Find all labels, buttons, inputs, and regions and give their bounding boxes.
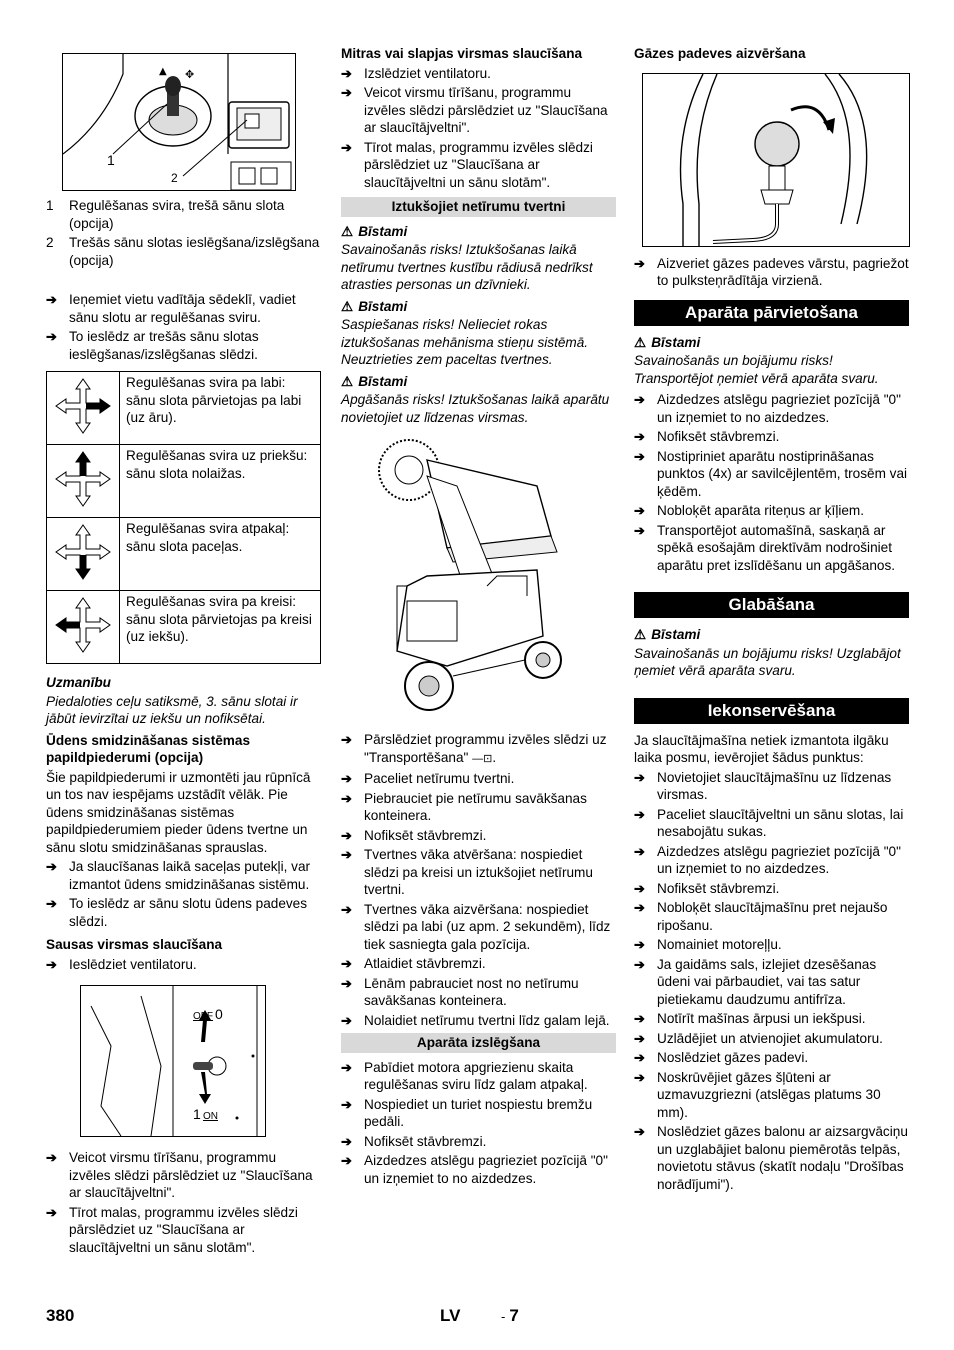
step-item: ➔ Pārslēdziet programmu izvēles slēdzi uz "Transportēšana" —⊡.	[341, 731, 616, 768]
section-storage: Glabāšana	[634, 592, 909, 618]
step-item: ➔ To ieslēdz ar sānu slotu ūdens padeves slēdzi.	[46, 895, 321, 930]
lever-direction-table	[46, 371, 321, 664]
table-cell: Regulēšanas svira uz priekšu: sānu slota nolaižas.	[120, 445, 321, 518]
switch-off-label: OFF	[193, 1011, 213, 1022]
step-item: ➔ Notīrīt mašīnas ārpusi un iekšpusi.	[634, 1010, 909, 1028]
preservation-intro: Ja slaucītājmašīna netiek izmantota ilgāku laika posmu, ievērojiet šādus punktus:	[634, 732, 889, 765]
notice-text: Piedaloties ceļu satiksmē, 3. sānu slotai ir jābūt ievirzītai uz iekšu un nofiksētai.	[46, 693, 298, 726]
warning-text: Saspiešanas risks! Nelieciet rokas iztukšošanas mehānisma stieņu sistēmā. Neuztrieties zem paceltas tvertnes.	[341, 317, 589, 367]
table-row	[47, 518, 321, 591]
step-item: ➔ Nomainiet motoreļļu.	[634, 936, 909, 954]
section-empty-bin: Iztukšojiet netīrumu tvertni	[341, 197, 616, 217]
step-item: ➔ Nofiksēt stāvbremzi.	[634, 880, 909, 898]
step-item: ➔ Transportējot automašīnā, saskaņā ar spēkā esošajām direktīvām nodrošiniet aparātu pret izslīdēšanu un apgāšanos.	[634, 522, 909, 575]
column-right	[634, 45, 909, 1195]
figure-legend	[46, 197, 321, 269]
sweeper-dumping-illustration	[367, 436, 567, 721]
step-item: ➔ Veicot virsmu tīrīšanu, programmu izvēles slēdzi pārslēdziet uz "Slaucīšana ar slaucītājveltni".	[341, 84, 616, 137]
warning-triangle-icon: ⚠	[341, 223, 354, 239]
legend-item: 2 Trešās sānu slotas ieslēgšana/izslēgšana (opcija)	[46, 235, 320, 268]
gas-title: Gāzes padeves aizvēršana	[634, 46, 806, 61]
notice-title: Uzmanību	[46, 675, 111, 690]
warning-text: Savainošanās un bojājumu risks! Uzglabājot ņemiet vērā aparāta svaru.	[634, 645, 901, 678]
step-item: ➔ Veicot virsmu tīrīšanu, programmu izvēles slēdzi pārslēdziet uz "Slaucīšana ar slaucītājveltni".	[46, 1149, 321, 1202]
step-item: ➔ Ieņemiet vietu vadītāja sēdeklī, vadiet sānu slotu ar regulēšanas sviru.	[46, 291, 321, 326]
warning-triangle-icon: ⚠	[634, 627, 647, 642]
legend-item: 1 Regulēšanas svira, trešā sānu slota (opcija)	[46, 198, 285, 231]
step-item: ➔ Nostipriniet aparātu nostiprināšanas punktos (4x) ar savilcējlentēm, trosēm vai ķēdēm.	[634, 448, 909, 501]
warning-title: ⚠ Bīstami	[341, 373, 408, 389]
step-item: ➔ Nofiksēt stāvbremzi.	[341, 827, 616, 845]
step-item: ➔ Aizdedzes atslēgu pagrieziet pozīcijā "0" un izņemiet to no aizdedzes.	[634, 391, 909, 426]
step-item: ➔ Noslēdziet gāzes padevi.	[634, 1049, 909, 1067]
step-item: ➔ Novietojiet slaucītājmašīnu uz līdzenas virsmas.	[634, 769, 909, 804]
step-item: ➔ Nobloķēt aparāta riteņus ar ķīļiem.	[634, 502, 909, 520]
step-item: ➔ Aizdedzes atslēgu pagrieziet pozīcijā "0" un izņemiet to no aizdedzes.	[634, 843, 909, 878]
column-left	[46, 45, 321, 1258]
callout-1: 1	[107, 152, 115, 168]
water-title: Ūdens smidzināšanas sistēmas papildpiederumi (opcija)	[46, 732, 250, 765]
warning-title: ⚠ Bīstami	[634, 334, 701, 350]
gas-valve-illustration	[643, 74, 909, 246]
table-cell: Regulēšanas svira pa kreisi: sānu slota pārvietojas pa kreisi (uz iekšu).	[120, 591, 321, 664]
step-item: ➔ Aizveriet gāzes padeves vārstu, pagriežot to pulksteņrādītāja virzienā.	[634, 255, 909, 290]
step-item: ➔ Noskrūvējiet gāzes šļūteni ar uzmavuzgriezni (atslēgas platums 30 mm).	[634, 1069, 909, 1122]
arrow-down-icon	[52, 521, 114, 583]
step-item: ➔ Paceliet netīrumu tvertni.	[341, 770, 616, 788]
step-item: ➔ Atlaidiet stāvbremzi.	[341, 955, 616, 973]
arrow-right-icon	[52, 375, 114, 437]
callout-2: 2	[171, 171, 178, 185]
step-item: ➔ Ja gaidāms sals, izlejiet dzesēšanas ūdeni vai pārbaudiet, vai tas satur pietiekamu daudzumu antifrīza.	[634, 956, 909, 1009]
fan-switch-illustration	[81, 986, 265, 1136]
figure-sweeper-dumping	[367, 436, 567, 721]
switch-on-label: ON	[203, 1111, 218, 1122]
dry-title: Sausas virsmas slaucīšana	[46, 937, 223, 952]
svg-text:▲: ▲	[159, 66, 167, 77]
table-row	[47, 591, 321, 664]
control-lever-illustration	[63, 54, 295, 190]
step-item: ➔ Nobloķēt slaucītājmašīnu pret nejaušo ripošanu.	[634, 899, 909, 934]
step-item: ➔ Nofiksēt stāvbremzi.	[341, 1133, 616, 1151]
step-item: ➔ Uzlādējiet un atvienojiet akumulatoru.	[634, 1030, 909, 1048]
page-number: 380	[46, 1306, 75, 1325]
table-cell: Regulēšanas svira atpakaļ: sānu slota paceļas.	[120, 518, 321, 591]
arrow-left-icon	[52, 594, 114, 656]
switch-zero-label: 0	[215, 1006, 223, 1022]
step-item: ➔ Nofiksēt stāvbremzi.	[634, 428, 909, 446]
step-item: ➔ Paceliet slaucītājveltni un sānu slotas, lai nesabojātu sukas.	[634, 806, 909, 841]
step-item: ➔ Tvertnes vāka atvēršana: nospiediet slēdzi pa kreisi un iztukšojiet netīrumu tvertni.	[341, 846, 616, 899]
warning-title: ⚠ Bīstami	[341, 298, 408, 314]
step-item: ➔ Aizdedzes atslēgu pagrieziet pozīcijā "0" un izņemiet to no aizdedzes.	[341, 1152, 616, 1187]
table-row	[47, 372, 321, 445]
warning-triangle-icon: ⚠	[341, 298, 354, 314]
warning-triangle-icon: ⚠	[341, 373, 354, 389]
warning-triangle-icon: ⚠	[634, 334, 647, 350]
section-move-machine: Aparāta pārvietošana	[634, 300, 909, 326]
step-item: ➔ Piebrauciet pie netīrumu savākšanas konteinera.	[341, 790, 616, 825]
figure-control-lever	[62, 53, 296, 191]
wet-title: Mitras vai slapjas virsmas slaucīšana	[341, 46, 583, 61]
warning-title: ⚠ Bīstami	[634, 627, 701, 642]
arrow-up-icon	[52, 448, 114, 510]
step-item: ➔ Nospiediet un turiet nospiestu bremžu pedāli.	[341, 1096, 616, 1131]
warning-title: ⚠ Bīstami	[341, 223, 408, 239]
water-text: Šie papildpiederumi ir uzmontēti jau rūpnīcā un tos nav iespējams uzstādīt vēlāk. Pie ūdens smidzināšanas sistēmas papildpiederumiem pieder ūdens tvertne un sānu slotu smidzināšanas sprauslas.	[46, 769, 311, 855]
figure-gas-valve	[642, 73, 910, 247]
section-switch-off: Aparāta izslēgšana	[341, 1033, 616, 1053]
step-item: ➔ Tīrot malas, programmu izvēles slēdzi pārslēdziet uz "Slaucīšana ar slaucītājveltni un sānu slotām".	[46, 1204, 321, 1257]
figure-fan-switch	[80, 985, 266, 1137]
step-item: ➔ Tvertnes vāka aizvēršana: nospiediet slēdzi pa labi (uz apm. 2 sekundēm), līdz tiek sasniegta gala pozīcija.	[341, 901, 616, 954]
step-item: ➔ Lēnām pabrauciet nost no netīrumu savākšanas konteinera.	[341, 975, 616, 1010]
step-item: ➔ Izslēdziet ventilatoru.	[341, 65, 616, 83]
step-item: ➔ Noslēdziet gāzes balonu ar aizsargvāciņu un uzglabājiet balonu piemērotās telpās, novietotu stāvus (skatīt nodaļu "Drošības norādījumi").	[634, 1123, 909, 1193]
table-row	[47, 445, 321, 518]
table-cell: Regulēšanas svira pa labi: sānu slota pārvietojas pa labi (uz āru).	[120, 372, 321, 445]
warning-text: Apgāšanās risks! Iztukšošanas laikā aparātu novietojiet uz līdzenas virsmas.	[341, 392, 610, 425]
warning-text: Savainošanās risks! Iztukšošanas laikā netīrumu tvertnes kustību rādiusā nedrīkst atrasties personas un dzīvnieki.	[341, 242, 593, 292]
warning-text: Savainošanās un bojājumu risks! Transportējot ņemiet vērā aparāta svaru.	[634, 353, 879, 386]
section-page: - 7	[501, 1306, 519, 1325]
step-item: ➔ Nolaidiet netīrumu tvertni līdz galam lejā.	[341, 1012, 616, 1030]
step-item: ➔ Ieslēdziet ventilatoru.	[46, 956, 321, 974]
language-code: LV	[440, 1306, 461, 1325]
step-item: ➔ Pabīdiet motora apgriezienu skaita regulēšanas sviru līdz galam atpakaļ.	[341, 1059, 616, 1094]
section-preservation: Iekonservēšana	[634, 698, 909, 724]
switch-one-label: 1	[193, 1106, 201, 1122]
step-item: ➔ Ja slaucīšanas laikā saceļas putekļi, var izmantot ūdens smidzināšanas sistēmu.	[46, 858, 321, 893]
transport-icon: —⊡	[472, 752, 493, 765]
step-item: ➔ To ieslēdz ar trešās sānu slotas ieslēgšanas/izslēgšanas slēdzi.	[46, 328, 321, 363]
svg-text:✥: ✥	[185, 68, 195, 81]
column-middle	[341, 45, 616, 1189]
step-item: ➔ Tīrot malas, programmu izvēles slēdzi pārslēdziet uz "Slaucīšana ar slaucītājveltni un sānu slotām".	[341, 139, 616, 192]
